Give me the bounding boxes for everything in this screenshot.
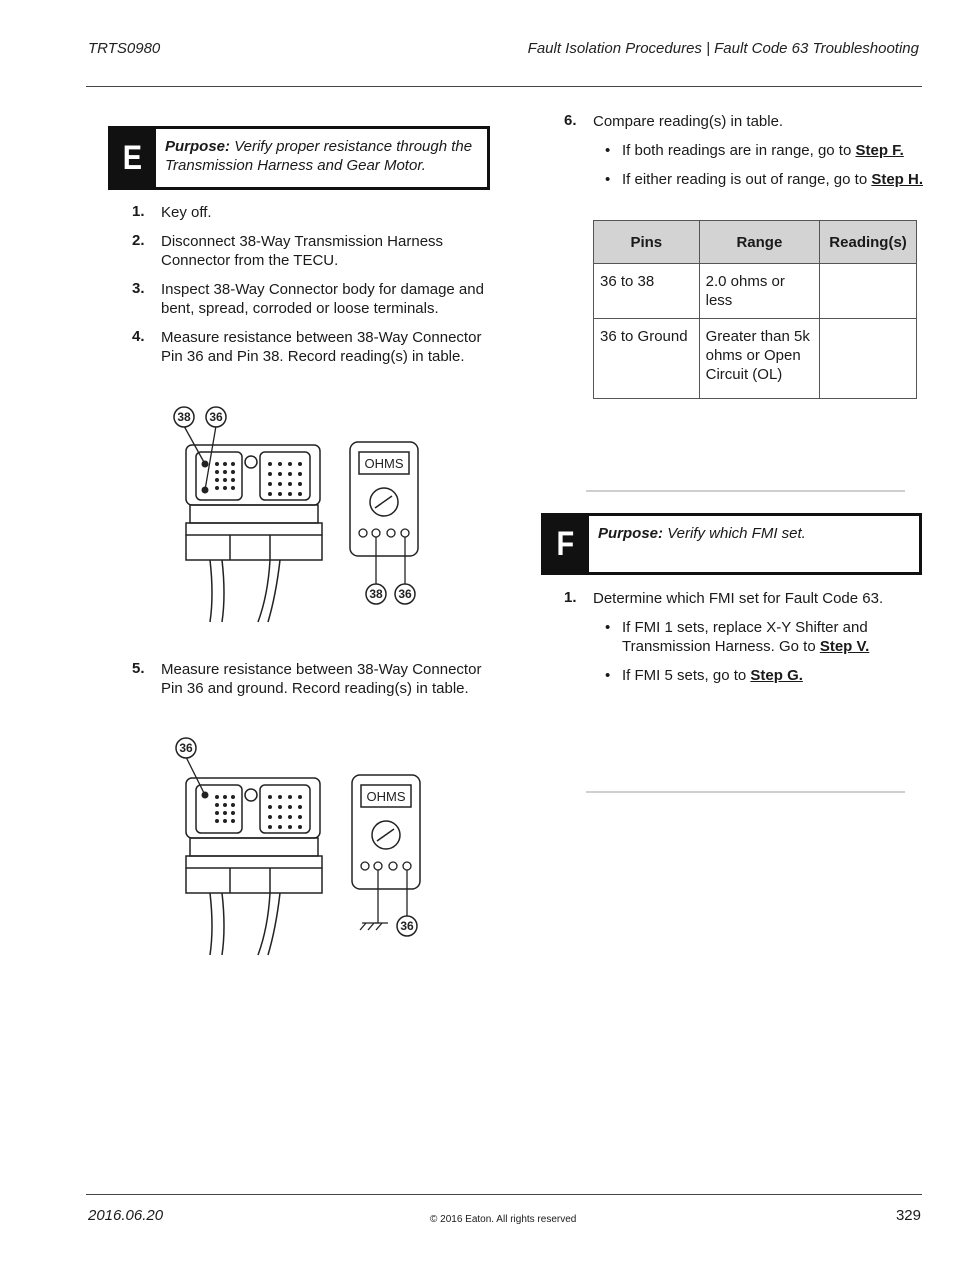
- document-id: TRTS0980: [88, 40, 161, 57]
- col-header-range: Range: [699, 221, 820, 264]
- step-e-item-4: Measure resistance between 38-Way Connector Pin 36 and Pin 38. Record reading(s) in table.: [161, 329, 482, 365]
- step-h-link[interactable]: Step H.: [871, 171, 924, 188]
- step-e-item-3: Inspect 38-Way Connector body for damage and bent, spread, corroded or loose terminals.: [161, 281, 484, 317]
- step-f-bullet-1: • If FMI 1 sets, replace X-Y Shifter and Transmission Harness. Go to Step V.: [622, 618, 869, 656]
- section-divider: [586, 791, 905, 793]
- fig1-pin-label-a: 38: [177, 410, 191, 424]
- cell-pins: 36 to 38: [594, 264, 700, 319]
- step-v-link[interactable]: Step V.: [819, 638, 870, 655]
- footer-copyright: © 2016 Eaton. All rights reserved: [430, 1214, 577, 1225]
- step-e-item-5-num: 5.: [132, 660, 145, 677]
- step-f-bullet-2: • If FMI 5 sets, go to Step G.: [622, 666, 803, 685]
- fig2-meter-lead-label: 36: [400, 919, 414, 933]
- section-divider: [586, 490, 905, 492]
- cell-reading-input[interactable]: [820, 319, 917, 399]
- fig1-meter-display: OHMS: [364, 456, 404, 471]
- step-e-item-1-num: 1.: [132, 203, 145, 220]
- step-6-bullet-1: • If both readings are in range, go to Step F.: [622, 141, 904, 160]
- step-6-bullet-2: • If either reading is out of range, go to Step H.: [622, 170, 923, 189]
- readings-table: [593, 220, 917, 399]
- fig1-meter-lead-label-b: 36: [398, 587, 412, 601]
- col-header-pins: Pins: [594, 221, 700, 264]
- cell-reading-input[interactable]: [820, 264, 917, 319]
- table-header-row: [594, 221, 917, 264]
- cell-pins: 36 to Ground: [594, 319, 700, 399]
- footer-date: 2016.06.20: [88, 1207, 164, 1224]
- table-row: [594, 319, 917, 399]
- fig1-meter-lead-label-a: 38: [369, 587, 383, 601]
- step-f-purpose: Purpose: Verify which FMI set.: [598, 525, 806, 542]
- step-e-purpose: Purpose: Verify proper resistance through the Transmission Harness and Gear Motor.: [165, 138, 473, 174]
- step-e-letter: E: [108, 126, 156, 190]
- step-f-item-1: Determine which FMI set for Fault Code 63.: [593, 590, 884, 607]
- step-f-link[interactable]: Step F.: [855, 142, 904, 159]
- step-6-num: 6.: [564, 112, 577, 129]
- step-e-box: [108, 126, 490, 190]
- fig2-pin-label: 36: [179, 741, 193, 755]
- step-f-item-1-num: 1.: [564, 589, 577, 606]
- step-g-link[interactable]: Step G.: [750, 667, 803, 684]
- step-f-box: [541, 513, 922, 575]
- page-number: 329: [895, 1207, 921, 1224]
- footer-rule: [86, 1194, 922, 1195]
- connector-meter-figure-2: [170, 733, 430, 958]
- col-header-readings: Reading(s): [820, 221, 917, 264]
- header-rule: [86, 86, 922, 87]
- cell-range: Greater than 5k ohms or Open Circuit (OL): [699, 319, 820, 399]
- step-e-item-2-num: 2.: [132, 232, 145, 249]
- header-title: Fault Isolation Procedures | Fault Code 63 Troubleshooting: [527, 40, 919, 57]
- step-e-item-4-num: 4.: [132, 328, 145, 345]
- table-row: [594, 264, 917, 319]
- cell-range: 2.0 ohms or less: [699, 264, 820, 319]
- step-6-text: Compare reading(s) in table.: [593, 113, 784, 130]
- fig1-pin-label-b: 36: [209, 410, 223, 424]
- step-e-item-5: Measure resistance between 38-Way Connector Pin 36 and ground. Record reading(s) in table.: [161, 661, 482, 697]
- step-e-item-1: Key off.: [161, 204, 212, 221]
- step-f-letter: F: [541, 513, 589, 575]
- fig2-meter-display: OHMS: [366, 789, 406, 804]
- step-e-item-3-num: 3.: [132, 280, 145, 297]
- step-e-item-2: Disconnect 38-Way Transmission Harness Connector from the TECU.: [161, 233, 444, 269]
- connector-meter-figure-1: [170, 400, 430, 625]
